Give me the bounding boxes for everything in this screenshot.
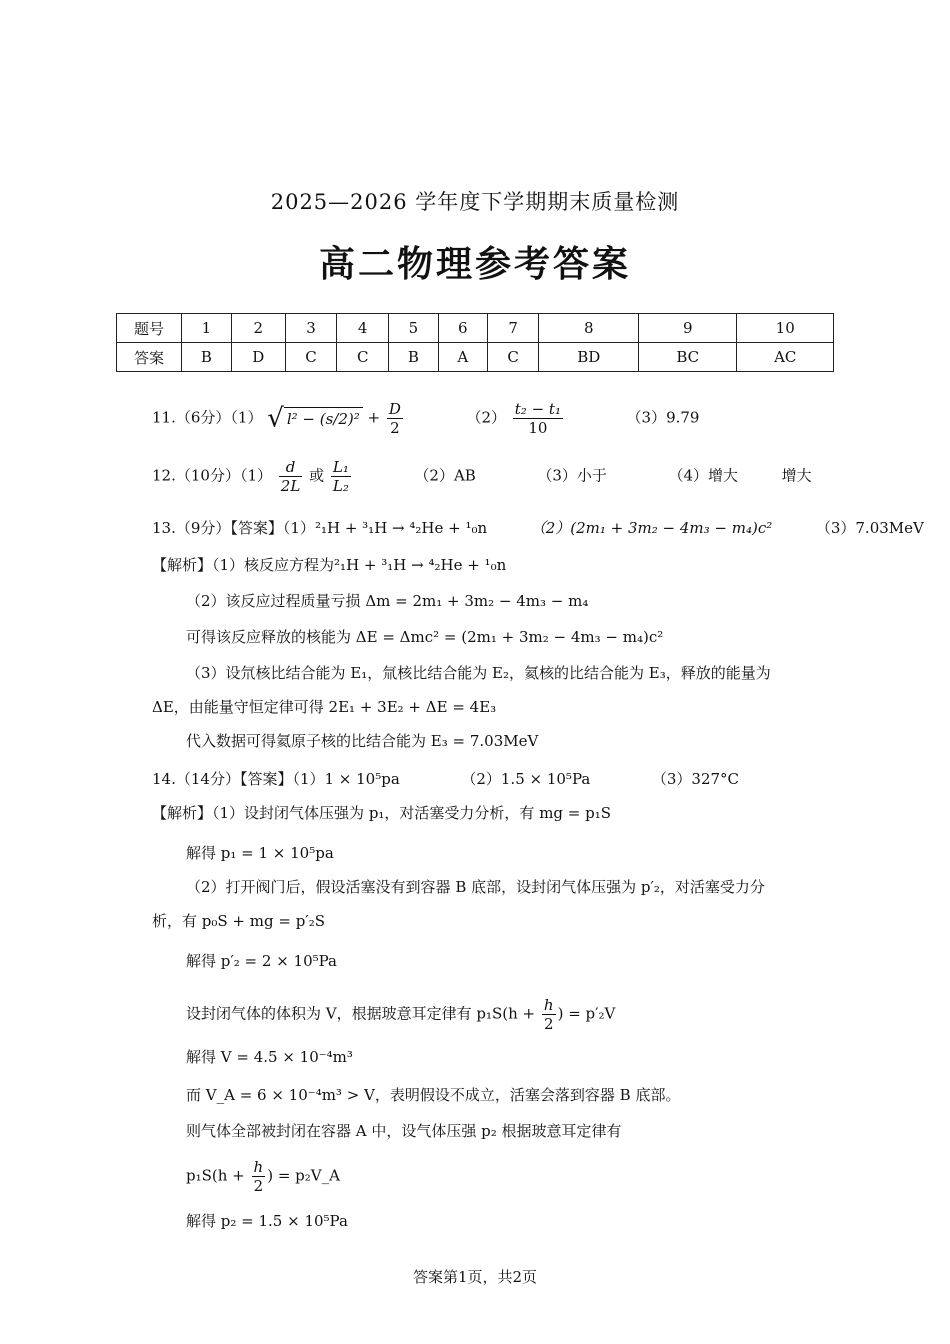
fraction-h-over-2: $\frac{h}{2}$	[253, 1158, 264, 1195]
q13-analysis-3: 可得该反应释放的核能为 ΔE = Δmc² = (2m₁ + 3m₂ − 4m₃ − m₄)c²	[186, 628, 664, 646]
row-label: 答案	[117, 343, 182, 372]
question-number: 6	[438, 314, 487, 343]
q14-p3: （3）327°C	[651, 770, 740, 788]
answer-cell: BD	[539, 343, 639, 372]
answer-cell: C	[285, 343, 337, 372]
q11-formula: l² − (s/2)²	[284, 407, 363, 430]
q12-frac-2: $\frac{\text{L₁}}{\text{L₂}}$	[332, 458, 349, 495]
table-row	[117, 314, 834, 343]
q14-analysis-9: 则气体全部被封闭在容器 A 中，设气体压强 p₂ 根据玻意耳定律有	[186, 1122, 622, 1140]
row-label: 题号	[117, 314, 182, 343]
q14-analysis-2: 解得 p₁ = 1 × 10⁵pa	[186, 844, 334, 862]
answer-table	[116, 313, 834, 372]
q11-p2-label: （2）	[466, 408, 506, 427]
answer-cell: C	[487, 343, 539, 372]
q11-p3: （3）9.79	[626, 408, 700, 427]
q13-analysis-2: （2）该反应过程质量亏损 Δm = 2m₁ + 3m₂ − 4m₃ − m₄	[186, 592, 589, 610]
q12-or: 或	[309, 466, 325, 485]
q13-analysis-1: 【解析】（1）核反应方程为²₁H + ³₁H → ⁴₂He + ¹₀n	[152, 556, 507, 574]
q12-frac-1: $\frac{d}{2L}$	[280, 458, 301, 495]
table-row	[117, 343, 834, 372]
sqrt-icon: √	[267, 403, 284, 434]
q14-analysis-8: 而 V_A = 6 × 10⁻⁴m³ > V，表明假设不成立，活塞会落到容器 B 底部。	[186, 1086, 681, 1104]
q11-p2-frac: $\frac{\text{t₂ − t₁}}{10}$	[514, 400, 561, 437]
answer-cell: B	[182, 343, 232, 372]
q12-label: 12.（10分）（1）	[152, 466, 272, 485]
question-number: 7	[487, 314, 539, 343]
q14-analysis-4: 析，有 p₀S + mg = p′₂S	[152, 912, 325, 930]
q12-p4b: 增大	[781, 466, 812, 485]
q14-analysis-10: p₁S(h + $\frac{h}{2}$ ) = p₂V_A	[186, 1158, 340, 1195]
q13-label: 13.（9分）【答案】（1）	[152, 519, 315, 537]
q12-line	[152, 458, 812, 495]
question-number: 4	[337, 314, 389, 343]
q12-p3: （3）小于	[537, 466, 607, 485]
question-number: 5	[389, 314, 439, 343]
q14-analysis-11: 解得 p₂ = 1.5 × 10⁵Pa	[186, 1212, 348, 1230]
answer-cell: BC	[639, 343, 737, 372]
fraction-h-over-2: $\frac{h}{2}$	[543, 996, 554, 1033]
q11-label: 11.（6分）（1）	[152, 408, 263, 427]
q14-answer-line	[152, 768, 739, 790]
q14-analysis-3: （2）打开阀门后，假设活塞没有到容器 B 底部，设封闭气体压强为 p′₂，对活塞受力分	[186, 878, 765, 896]
q14-analysis-6: 设封闭气体的体积为 V，根据玻意耳定律有 p₁S(h + $\frac{h}{2}$ ) = p′₂V	[186, 996, 616, 1033]
question-number: 8	[539, 314, 639, 343]
q13-p3: （3）7.03MeV	[815, 519, 924, 537]
q14-analysis-7: 解得 V = 4.5 × 10⁻⁴m³	[186, 1048, 353, 1066]
page-title: 高二物理参考答案	[318, 243, 631, 285]
question-number: 3	[285, 314, 337, 343]
question-number: 9	[639, 314, 737, 343]
answer-cell: C	[337, 343, 389, 372]
page-footer: 答案第1页，共2页	[412, 1268, 538, 1286]
answer-cell: AC	[737, 343, 834, 372]
q14-analysis-5: 解得 p′₂ = 2 × 10⁵Pa	[186, 952, 338, 970]
question-number: 2	[231, 314, 285, 343]
q11-frac-d: $\frac{D}{2}$	[388, 400, 401, 437]
q13-p2: （2）(2m₁ + 3m₂ − 4m₃ − m₄)c²	[530, 519, 773, 537]
q13-answer-line	[152, 517, 924, 539]
answer-cell: D	[231, 343, 285, 372]
q14-p2: （2）1.5 × 10⁵Pa	[461, 770, 591, 788]
q14-analysis-1: 【解析】（1）设封闭气体压强为 p₁，对活塞受力分析，有 mg = p₁S	[152, 804, 612, 822]
answer-cell: A	[438, 343, 487, 372]
q12-p2: （2）AB	[414, 466, 476, 485]
q13-analysis-5: ΔE，由能量守恒定律可得 2E₁ + 3E₂ + ΔE = 4E₃	[152, 698, 497, 716]
exam-subtitle: 2025—2026 学年度下学期期末质量检测	[270, 190, 680, 214]
q13-reaction: ²₁H + ³₁H → ⁴₂He + ¹₀n	[314, 519, 488, 537]
answer-cell: B	[389, 343, 439, 372]
q11-line: 11.（6分）（1） √ l² − (s/2)² + $\frac{D}{2}$ （2） $\frac{\text{t₂ − t₁}}{10}$ （3）9.79	[152, 400, 700, 437]
question-number: 10	[737, 314, 834, 343]
question-number: 1	[182, 314, 232, 343]
q13-analysis-6: 代入数据可得氦原子核的比结合能为 E₃ = 7.03MeV	[186, 732, 539, 750]
q14-label: 14.（14分）【答案】（1）1 × 10⁵pa	[152, 770, 400, 788]
q13-analysis-4: （3）设氘核比结合能为 E₁，氚核比结合能为 E₂，氦核的比结合能为 E₃，释放的能量为	[186, 664, 771, 682]
q12-p4: （4）增大	[668, 466, 739, 485]
